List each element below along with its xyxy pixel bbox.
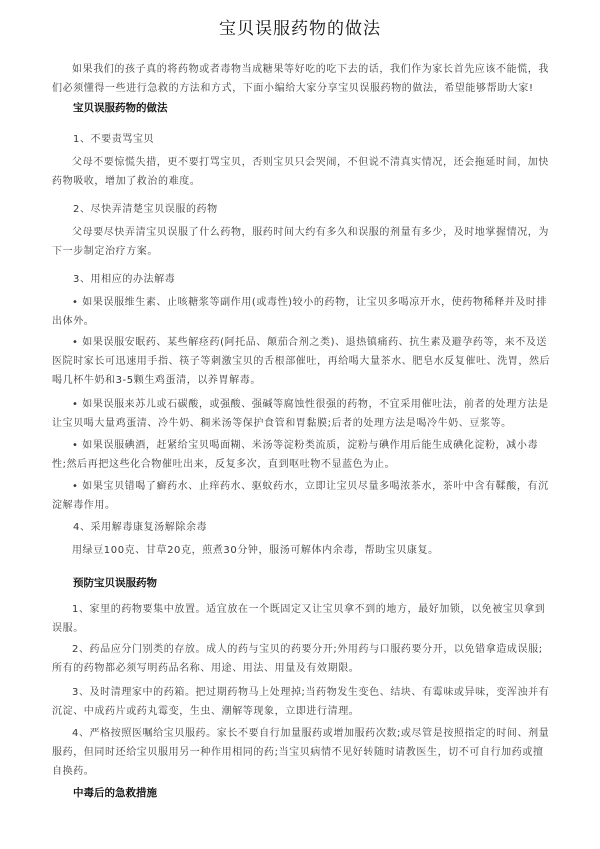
- item-1-text: 父母不要惊慌失措，更不要打骂宝贝，否则宝贝只会哭闹，不但说不清真实情况，还会拖延时间，加快药物吸收，增加了救治的难度。: [52, 157, 549, 187]
- bullet-vitamins: • 如果误服维生素、止咳糖浆等副作用(或毒性)较小的药物，让宝贝多喝凉开水，使药物稀释并及时排出体外。: [52, 297, 548, 327]
- bullet-sleeping-pills: • 如果误服安眠药、某些解痉药(阿托品、颠茄合剂之类)、退热镇痛药、抗生素及避孕药等，来不及送医院时家长可迅速用手指、筷子等刺激宝贝的舌根部催吐，再给喝大量茶水、肥皂水反复催吐、洗胃，然后喝几杯牛奶和3-5颗生鸡蛋清，以养胃解毒。: [52, 337, 551, 386]
- section-heading-prevention: 预防宝贝误服药物: [73, 577, 157, 589]
- document-title: 宝贝误服药物的做法: [219, 19, 381, 39]
- bullet-ointments: • 如果宝贝错喝了癣药水、止痒药水、驱蚊药水，立即让宝贝尽量多喝浓茶水，茶叶中含有鞣酸，有沉淀解毒作用。: [52, 481, 549, 511]
- prevention-item-4: 4、严格按照医嘱给宝贝服药。家长不要自行加量服药或增加服药次数;或尽管是按照指定的时间、剂量服药，但同时还给宝贝服用另一种作用相同的药;当宝贝病情不见好转随时请教医生，切不可自行加药或擅自换药。: [52, 728, 550, 777]
- item-3-title: 3、用相应的办法解毒: [73, 274, 176, 285]
- item-2-title: 2、尽快弄清楚宝贝误服的药物: [73, 204, 218, 215]
- item-2-text: 父母要尽快弄清宝贝误服了什么药物，服药时间大约有多久和误服的剂量有多少，及时地掌握情况，为下一步制定治疗方案。: [52, 227, 549, 257]
- intro-paragraph: 如果我们的孩子真的将药物或者毒物当成糖果等好吃的吃下去的话，我们作为家长首先应该不能慌，我们必须懂得一些进行急救的方法和方式，下面小编给大家分享宝贝误服药物的做法，希望能够帮助大家!: [52, 64, 549, 94]
- section-heading-emergency: 中毒后的急救措施: [73, 787, 157, 799]
- prevention-item-3: 3、及时清理家中的药箱。把过期药物马上处理掉;当药物发生变色、结块、有霉味或异味，变浑浊并有沉淀、中成药片或药丸霉变，生虫、潮解等现象，立即进行清理。: [52, 687, 550, 717]
- item-4-text: 用绿豆100克、甘草20克，煎煮30分钟，服汤可解体内余毒，帮助宝贝康复。: [72, 545, 439, 556]
- section-heading-method: 宝贝误服药物的做法: [73, 102, 168, 114]
- prevention-item-1: 1、家里的药物要集中放置。适宜放在一个既固定又让宝贝拿不到的地方，最好加锁，以免被宝贝拿到误服。: [52, 604, 546, 634]
- item-4-title: 4、采用解毒康复汤解除余毒: [73, 522, 208, 533]
- item-1-title: 1、不要责骂宝贝: [73, 134, 155, 145]
- prevention-item-2: 2、药品应分门别类的存放。成人的药与宝贝的药要分开;外用药与口服药要分开，以免错拿造成误服;所有的药物都必须写明药品名称、用途、用法、用量及有效期限。: [52, 644, 543, 674]
- bullet-corrosive: • 如果误服来苏儿或石碳酸，或强酸、强碱等腐蚀性很强的药物，不宜采用催吐法，前者的处理方法是让宝贝喝大量鸡蛋清、冷牛奶、稠米汤等保护食管和胃黏膜;后者的处理方法是喝冷牛奶、豆浆等。: [52, 399, 549, 429]
- bullet-iodine: • 如果误服碘酒，赶紧给宝贝喝面糊、米汤等淀粉类流质，淀粉与碘作用后能生成碘化淀粉，减小毒性;然后再把这些化合物催吐出来，反复多次，直到呕吐物不显蓝色为止。: [52, 440, 539, 470]
